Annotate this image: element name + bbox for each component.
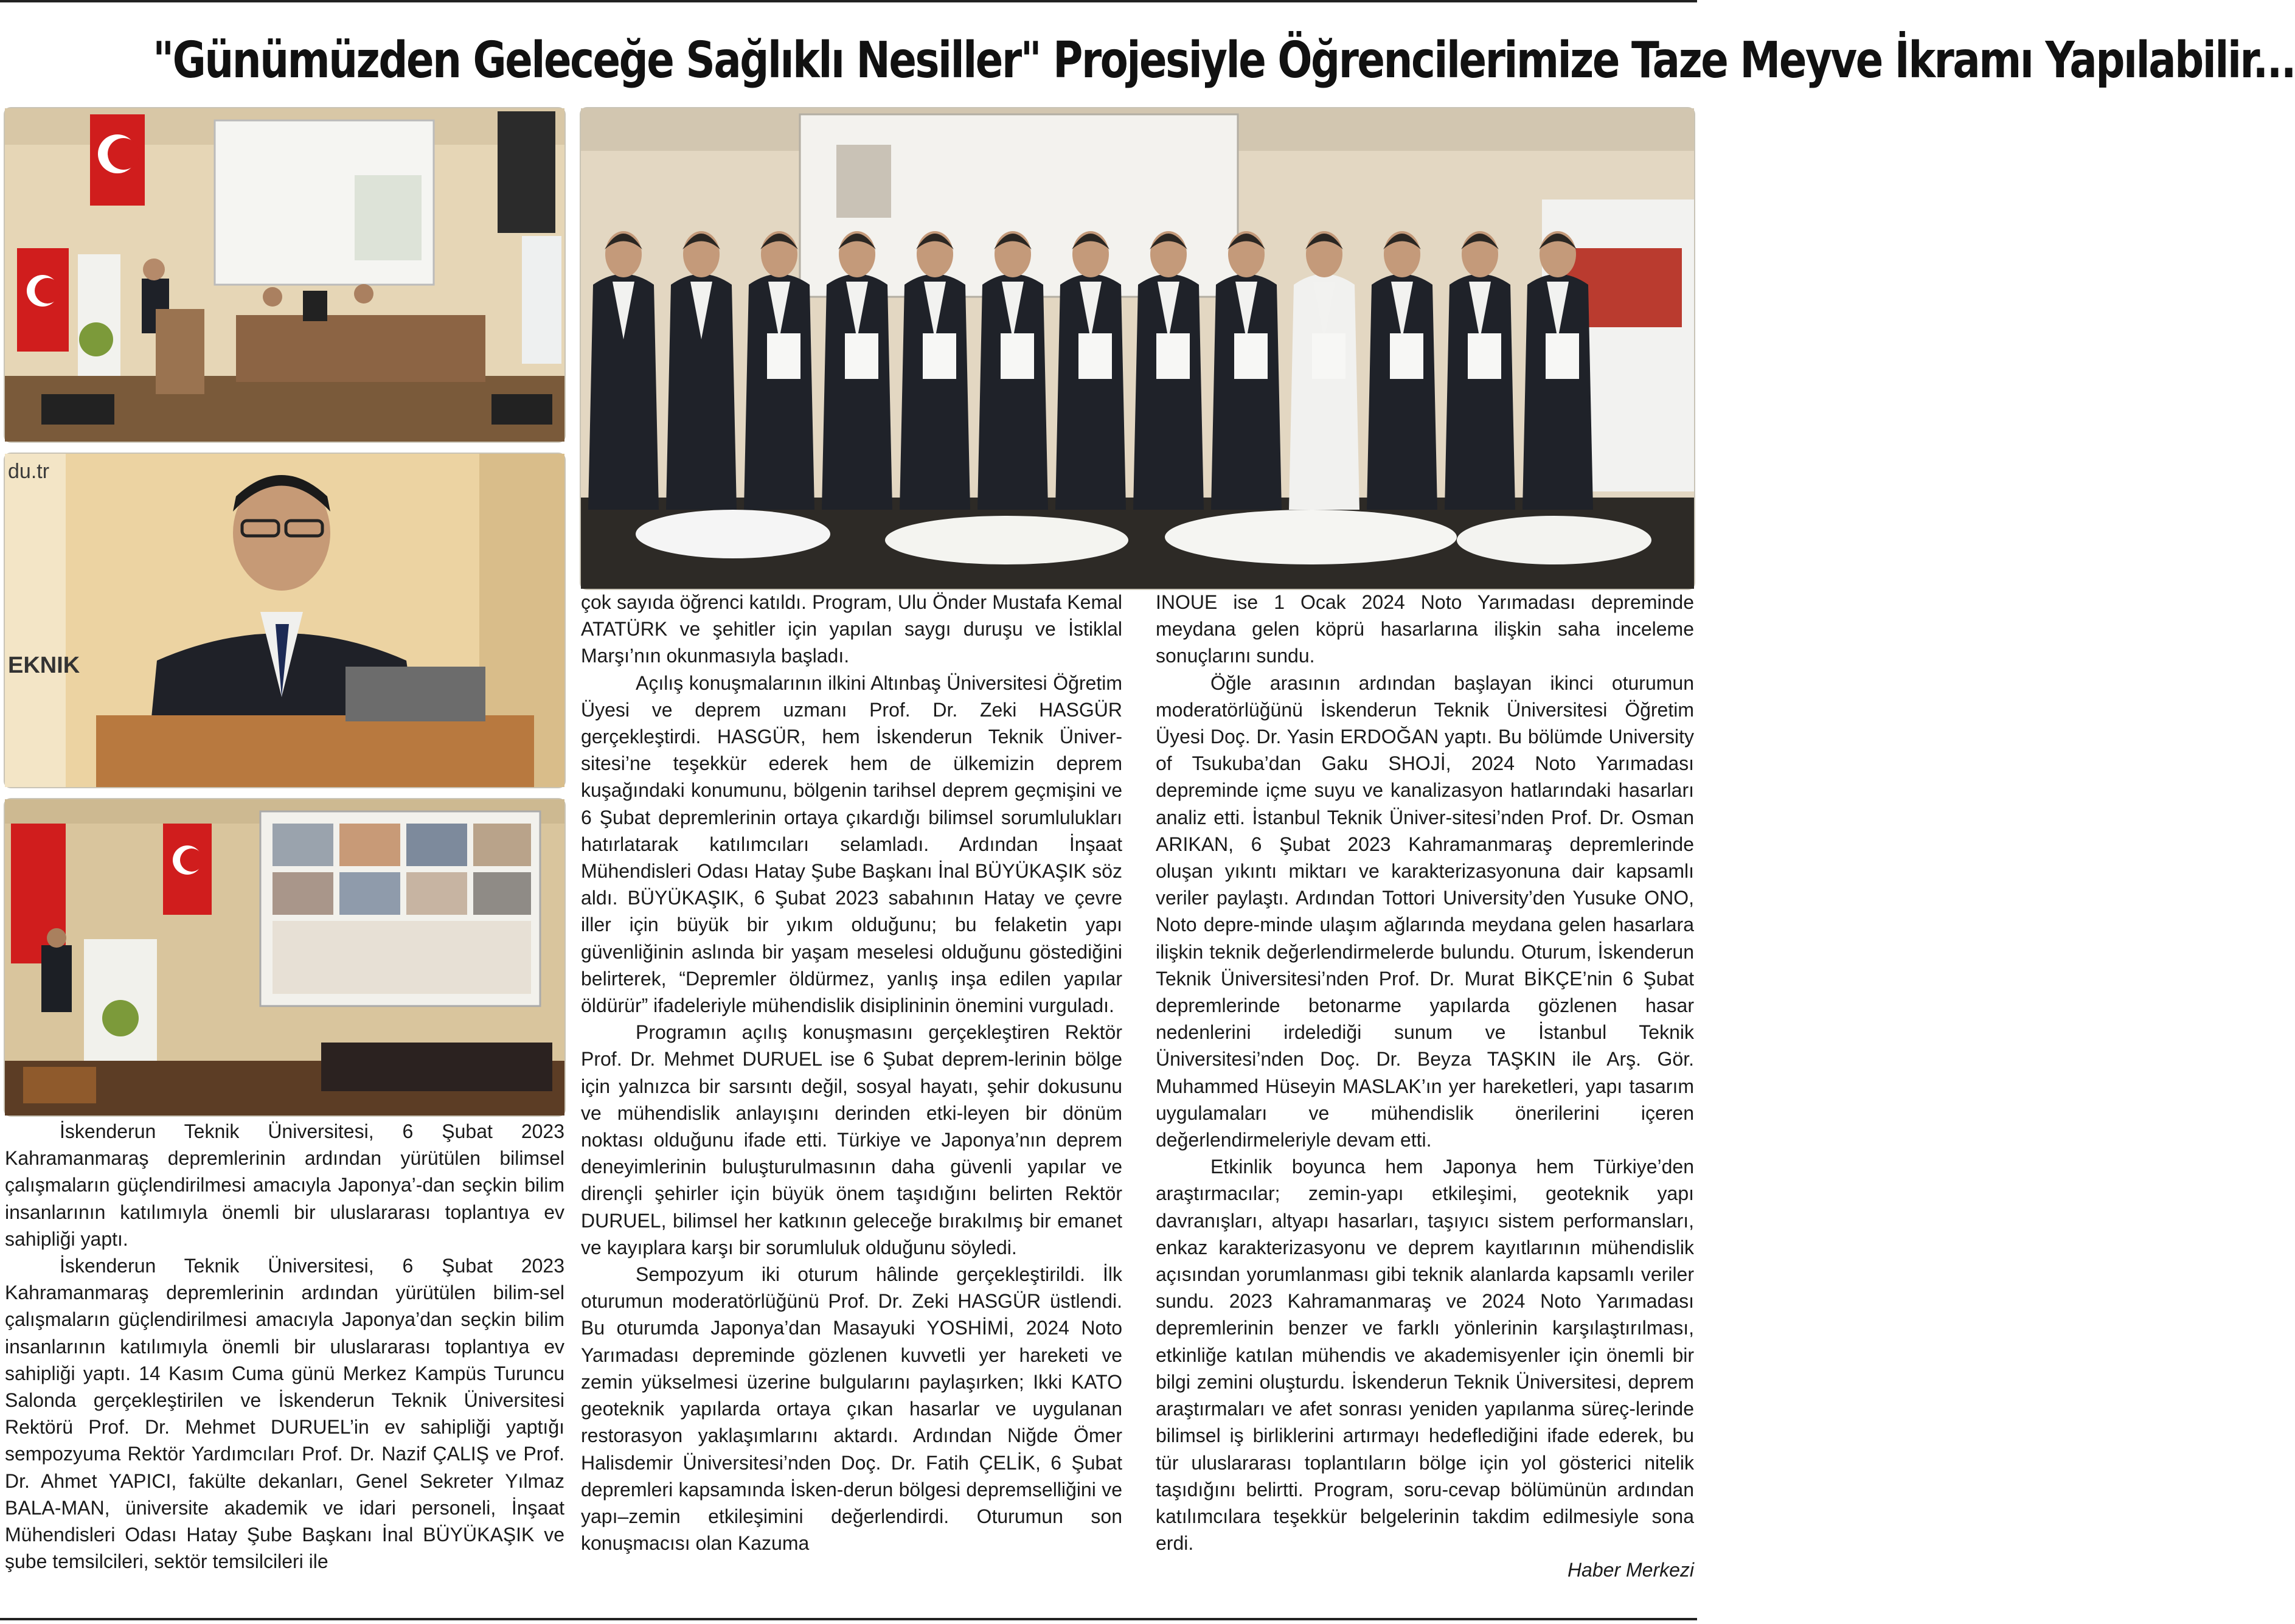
article-column-1 <box>5 1118 564 1617</box>
certificate <box>1312 333 1345 379</box>
signature: Haber Merkezi <box>1567 1559 1694 1581</box>
certificate <box>1234 333 1268 379</box>
article-column-2 <box>581 589 1122 1617</box>
group-illustration <box>581 108 1694 589</box>
article-paragraph: Sempozyum iki oturum hâlinde gerçekleştirildi. İlk oturumun moderatörlüğünü Prof. Dr. Zeki HASGÜR üstlendi. Bu oturumda Japonya’dan Masayuki YOSHİMİ, 2024 Noto Yarımadası depreminde gözlenen kuvvetli yer hareketi ve zemin yükselmesi üzerine bulgularını paylaşırken; Ikki KATO geoteknik yapılarda ortaya çıkan hasarlar ve uygulanan restorasyon yaklaşımlarını aktardı. Ardından Niğde Ömer Halisdemir Üniversitesi’nden Doç. Dr. Fatih ÇELİK, 6 Şubat depremleri kapsamında İsken-derun bölgesi depremselliğini ve yapı–zemin etkileşimini değerlendirdi. Oturumun son konuşmacısı olan Kazuma <box>581 1263 1122 1555</box>
certificate <box>1468 333 1501 379</box>
wall-text-side: EKNIK <box>8 653 80 678</box>
group-photo <box>581 108 1694 589</box>
article-paragraph: INOUE ise 1 Ocak 2024 Noto Yarımadası depreminde meydana gelen köprü hasarlarına ilişkin saha inceleme sonuçlarını sundu. <box>1156 591 1694 667</box>
presentation-illustration <box>5 799 564 1116</box>
presentation-photo <box>5 799 564 1116</box>
certificate <box>845 333 878 379</box>
wall-text-top: du.tr <box>8 460 50 483</box>
certificate <box>767 333 800 379</box>
headline: "Günümüzden Geleceğe Sağlıklı Nesiller" Projesiyle Öğrencilerimize Taze Meyve İkramı Yapılabilir... <box>153 32 2295 89</box>
article-paragraph: Öğle arasının ardından başlayan ikinci oturumun moderatörlüğünü İskenderun Teknik Üniversitesi Öğretim Üyesi Doç. Dr. Yasin ERDOĞAN yaptı. Bu bölümde University of Tsukuba’dan Gaku SHOJİ, 2024 Noto Yarımadası depreminde içme suyu ve kanalizasyon hatlarındaki hasarları analiz etti. İstanbul Teknik Üniver-sitesi’nden Prof. Dr. Osman ARIKAN, 6 Şubat 2023 Kahramanmaraş depremlerinde oluşan yıkıntı miktarı ve karakterizasyonuna dair kapsamlı veriler paylaştı. Ardından Tottori University’den Yusuke ONO, Noto depre-minde ulaşım ağlarında meydana gelen hasarlara ilişkin teknik değerlendirmelerde bulundu. Oturum, İskenderun Teknik Üniversitesi’nden Prof. Dr. Murat BİKÇE’nin 6 Şubat depremlerinde betonarme yapılarda gözlenen hasar nedenlerini irdelediği sunum ve İstanbul Teknik Üniversitesi’nden Doç. Dr. Beyza TAŞKIN ile Arş. Gör. Muhammed Hüseyin MASLAK’ın yer hareketleri, yapı tasarım uygulamaları ve mühendislik önerilerini içeren değerlendirmeleriyle devam etti. <box>1156 671 1694 1151</box>
speaker-photo <box>5 454 564 787</box>
certificate <box>923 333 956 379</box>
article-paragraph: Etkinlik boyunca hem Japonya hem Türkiye’den araştırmacılar; zemin-yapı etkileşimi, geoteknik yapı davranışları, altyapı hasarları, taşıyıcı sistem performansları, enkaz karakterizasyonu ve deprem kayıtlarının mühendislik açısından yorumlanması gibi teknik alanlarda kapsamlı veriler sundu. 2023 Kahramanmaraş ve 2024 Noto Yarımadası depremlerinin benzer ve farklı yönlerinin karşılaştırılması, etkinliğe katılan mühendis ve akademisyenler için önemli bir bilgi zemini oluşturdu. İskenderun Teknik Üniversitesi, deprem araştırmaları ve afet sonrası yeniden yapılanma süreç-lerinde bilimsel iş birliklerini artırmayı hedeflediğini ifade ederek, bu tür uluslararası toplantıların bölge için yol gösterici nitelik taşıdığını belirtti. Program, soru-cevap bölümünün ardından katılımcılara teşekkür belgelerinin takdim edilmesiyle sona erdi. <box>1156 1156 1694 1555</box>
conference-stage-illustration <box>5 108 564 442</box>
certificate <box>1001 333 1034 379</box>
article-paragraph: Açılış konuşmalarının ilkini Altınbaş Üniversitesi Öğretim Üyesi ve deprem uzmanı Prof. Dr. Zeki HASGÜR gerçekleştirdi. HASGÜR, hem İskenderun Teknik Üniver-sitesi’ne teşekkür ederek hem de ülkemizin deprem kuşağındaki konumunu, bölgenin tarihsel deprem geçmişini ve 6 Şubat depremlerinin ortaya çıkardığı bilimsel sorumlulukları hatırlatarak katılımcıları selamladı. Ardından İnşaat Mühendisleri Odası Hatay Şube Başkanı İnal BÜYÜKAŞIK söz aldı. BÜYÜKAŞIK, 6 Şubat 2023 sabahının Hatay ve çevre iller için büyük bir yıkım olduğunu; bu felaketin yapı güvenliğinin aslında bir yaşam meselesi olduğunu göstediğini belirterek, “Depremler öldürmez, yanlış inşa edilen yapılar öldürür” ifadeleriyle mühendislik disiplininin önemini vurguladı. <box>581 671 1122 1017</box>
certificate <box>1546 333 1579 379</box>
article-intro: İskenderun Teknik Üniversitesi, 6 Şubat 2023 Kahramanmaraş depremlerinin ardından yürütülen bilimsel çalışmaların güçlendirilmesi amacıyla Japonya’-dan seçkin bilim insanlarının katılımıyla önemli bir uluslararası toplantıya ev sahipliği yaptı. <box>5 1120 564 1250</box>
article-paragraph: çok sayıda öğrenci katıldı. Program, Ulu Önder Mustafa Kemal ATATÜRK ve şehitler için yapılan saygı duruşu ve İstiklal Marşı’nın okunmasıyla başladı. <box>581 591 1122 667</box>
bottom-rule <box>0 1618 1697 1620</box>
stage-photo <box>5 108 564 442</box>
article-column-3 <box>1156 589 1694 1617</box>
top-rule <box>0 0 1697 2</box>
article-paragraph: İskenderun Teknik Üniversitesi, 6 Şubat 2023 Kahramanmaraş depremlerinin ardından yürütülen bilim-sel çalışmaların güçlendirilmesi amacıyla Japonya’dan seçkin bilim insanlarının katılımıyla önemli bir uluslararası toplantıya ev sahipliği yaptı. 14 Kasım Cuma günü Merkez Kampüs Turuncu Salonda gerçekleştirilen ve İskenderun Teknik Üniversitesi Rektörü Prof. Dr. Mehmet DURUEL’in ev sahipliği yaptığı sempozyuma Rektör Yardımcıları Prof. Dr. Nazif ÇALIŞ ve Prof. Dr. Ahmet YAPICI, fakülte dekanları, Genel Sekreter Yılmaz BALA-MAN, üniversite akademik ve idari personeli, İnşaat Mühendisleri Odası Hatay Şube Başkanı İnal BÜYÜKAŞIK ve şube temsilcileri, sektör temsilcileri ile <box>5 1255 564 1573</box>
article-paragraph: Programın açılış konuşmasını gerçekleştiren Rektör Prof. Dr. Mehmet DURUEL ise 6 Şubat deprem-lerinin bölge için yalnızca bir sarsıntı değil, sosyal hayatı, şehir dokusunu ve mühendislik anlayışını derinden etki-leyen bir dönüm noktası olduğunu ifade etti. Türkiye ve Japonya’nın deprem deneyimlerinin buluşturulmasının daha güvenli yapılar ve dirençli şehirler için büyük önem taşıdığını belirten Rektör DURUEL, bilimsel her katkının geleceğe bırakılmış bir emanet ve kayıplara karşı bir sorumluluk olduğunu söyledi. <box>581 1021 1122 1258</box>
speaker-illustration <box>5 454 564 787</box>
certificate <box>1156 333 1190 379</box>
certificate <box>1078 333 1112 379</box>
certificate <box>1390 333 1423 379</box>
